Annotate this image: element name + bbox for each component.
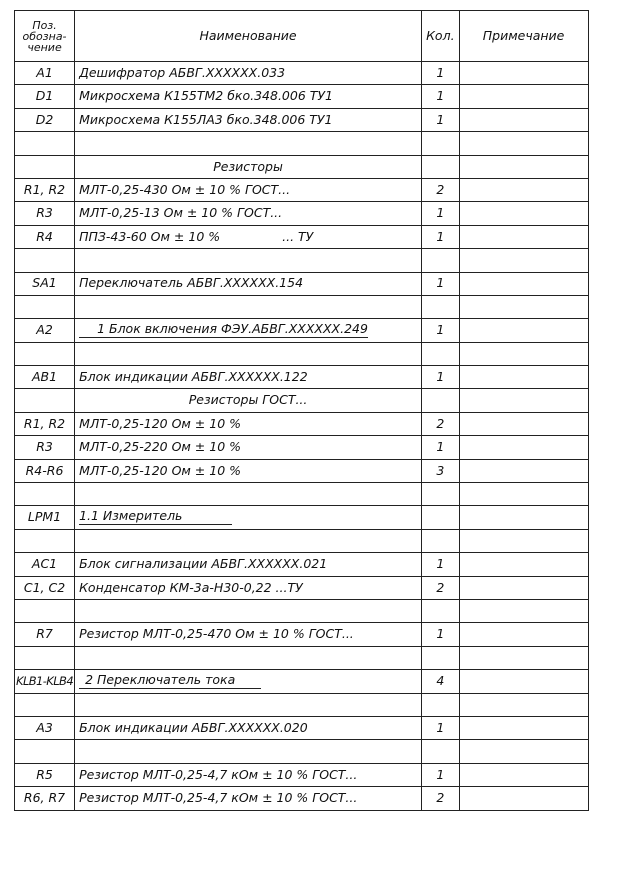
row-qty: 2 (422, 576, 460, 599)
section-title: Резисторы (75, 155, 422, 178)
row-pos: R7 (15, 623, 75, 646)
table-row (15, 178, 589, 201)
row-note (459, 225, 588, 248)
table-row (15, 576, 589, 599)
row-note (459, 506, 588, 529)
assembly-title: 2 Переключатель тока (79, 674, 261, 690)
row-qty: 1 (422, 272, 460, 295)
table-row (15, 85, 589, 108)
table-row (15, 623, 589, 646)
row-pos: R3 (15, 202, 75, 225)
row-note (459, 623, 588, 646)
row-name: МЛТ-0,25-120 Ом ± 10 % (75, 459, 422, 482)
row-pos: AC1 (15, 553, 75, 576)
row-qty: 1 (422, 436, 460, 459)
row-qty: 1 (422, 319, 460, 342)
row-qty: 2 (422, 412, 460, 435)
table-row (15, 763, 589, 786)
row-pos: LPM1 (15, 506, 75, 529)
table-row (15, 412, 589, 435)
row-note (459, 670, 588, 693)
row-note (459, 366, 588, 389)
row-note (459, 272, 588, 295)
row-note (459, 553, 588, 576)
row-name: МЛТ-0,25-220 Ом ± 10 % (75, 436, 422, 459)
table-row (15, 225, 589, 248)
row-name: Конденсатор КМ-3а-Н30-0,22 ...ТУ (75, 576, 422, 599)
row-pos: AB1 (15, 366, 75, 389)
row-name (75, 225, 422, 248)
row-qty: 3 (422, 459, 460, 482)
table-row (15, 670, 589, 693)
row-qty: 1 (422, 202, 460, 225)
row-pos: R4 (15, 225, 75, 248)
table-row (15, 787, 589, 810)
row-note (459, 62, 588, 85)
table-row (15, 553, 589, 576)
empty-row (15, 132, 589, 155)
row-pos: KLB1-KLB4 (15, 670, 75, 693)
assembly-title: 1 Блок включения ФЭУ.АБВГ.XXXXXX.249 (79, 323, 368, 339)
row-qty (422, 506, 460, 529)
header-row (15, 11, 589, 62)
empty-row (15, 740, 589, 763)
row-pos: A2 (15, 319, 75, 342)
specification-table (14, 10, 589, 811)
row-note (459, 412, 588, 435)
row-pos: D2 (15, 108, 75, 131)
row-note (459, 85, 588, 108)
header-name: Наименование (75, 11, 422, 62)
row-qty: 1 (422, 366, 460, 389)
row-note (459, 436, 588, 459)
row-qty: 1 (422, 85, 460, 108)
row-qty: 2 (422, 178, 460, 201)
row-name: Микросхема К155ЛА3 бко.348.006 ТУ1 (75, 108, 422, 131)
row-name: Резистор МЛТ-0,25-470 Ом ± 10 % ГОСТ... (75, 623, 422, 646)
table-row (15, 459, 589, 482)
row-name: МЛТ-0,25-13 Ом ± 10 % ГОСТ... (75, 202, 422, 225)
specification-sheet (14, 10, 589, 811)
row-name: Блок сигнализации АБВГ.XXXXXX.021 (75, 553, 422, 576)
row-note (459, 763, 588, 786)
row-name (75, 506, 422, 529)
table-row (15, 62, 589, 85)
empty-row (15, 693, 589, 716)
section-row (15, 389, 589, 412)
empty-row (15, 249, 589, 272)
row-name: Блок индикации АБВГ.XXXXXX.020 (75, 716, 422, 739)
empty-row (15, 646, 589, 669)
row-name-suffix: ... ТУ (282, 228, 314, 244)
row-qty: 1 (422, 623, 460, 646)
row-pos: C1, C2 (15, 576, 75, 599)
assembly-title: 1.1 Измеритель (79, 510, 232, 526)
row-note (459, 319, 588, 342)
row-qty: 1 (422, 716, 460, 739)
table-row (15, 716, 589, 739)
row-qty: 1 (422, 763, 460, 786)
row-pos: R4-R6 (15, 459, 75, 482)
table-row (15, 319, 589, 342)
row-name (75, 319, 422, 342)
row-name: Резистор МЛТ-0,25-4,7 кОм ± 10 % ГОСТ... (75, 763, 422, 786)
row-name: МЛТ-0,25-430 Ом ± 10 % ГОСТ... (75, 178, 422, 201)
row-qty: 4 (422, 670, 460, 693)
row-name: Блок индикации АБВГ.XXXXXX.122 (75, 366, 422, 389)
row-note (459, 716, 588, 739)
row-pos: R1, R2 (15, 178, 75, 201)
row-note (459, 108, 588, 131)
header-qty: Кол. (422, 11, 460, 62)
row-qty: 1 (422, 62, 460, 85)
row-qty: 1 (422, 225, 460, 248)
header-pos: Поз. обозна-чение (15, 11, 75, 62)
header-note: Примечание (459, 11, 588, 62)
row-name: Резистор МЛТ-0,25-4,7 кОм ± 10 % ГОСТ... (75, 787, 422, 810)
row-qty: 1 (422, 108, 460, 131)
row-qty: 2 (422, 787, 460, 810)
section-title: Резисторы ГОСТ... (75, 389, 422, 412)
row-name (75, 670, 422, 693)
row-name: Микросхема К155ТМ2 бко.348.006 ТУ1 (75, 85, 422, 108)
empty-row (15, 599, 589, 622)
row-pos: A3 (15, 716, 75, 739)
row-pos: D1 (15, 85, 75, 108)
row-pos: SA1 (15, 272, 75, 295)
row-pos: R6, R7 (15, 787, 75, 810)
empty-row (15, 295, 589, 318)
row-note (459, 202, 588, 225)
row-note (459, 178, 588, 201)
row-name: Переключатель АБВГ.XXXXXX.154 (75, 272, 422, 295)
row-pos: R1, R2 (15, 412, 75, 435)
empty-row (15, 342, 589, 365)
row-note (459, 576, 588, 599)
table-row (15, 366, 589, 389)
table-row (15, 272, 589, 295)
table-row (15, 506, 589, 529)
row-qty: 1 (422, 553, 460, 576)
table-row (15, 108, 589, 131)
row-pos: R5 (15, 763, 75, 786)
empty-row (15, 529, 589, 552)
table-row (15, 436, 589, 459)
table-row (15, 202, 589, 225)
row-name: Дешифратор АБВГ.XXXXXX.033 (75, 62, 422, 85)
row-pos: R3 (15, 436, 75, 459)
row-pos: A1 (15, 62, 75, 85)
row-note (459, 459, 588, 482)
section-row (15, 155, 589, 178)
row-note (459, 787, 588, 810)
empty-row (15, 483, 589, 506)
row-name-part: ППЗ-43-60 Ом ± 10 % (79, 228, 221, 244)
row-name: МЛТ-0,25-120 Ом ± 10 % (75, 412, 422, 435)
